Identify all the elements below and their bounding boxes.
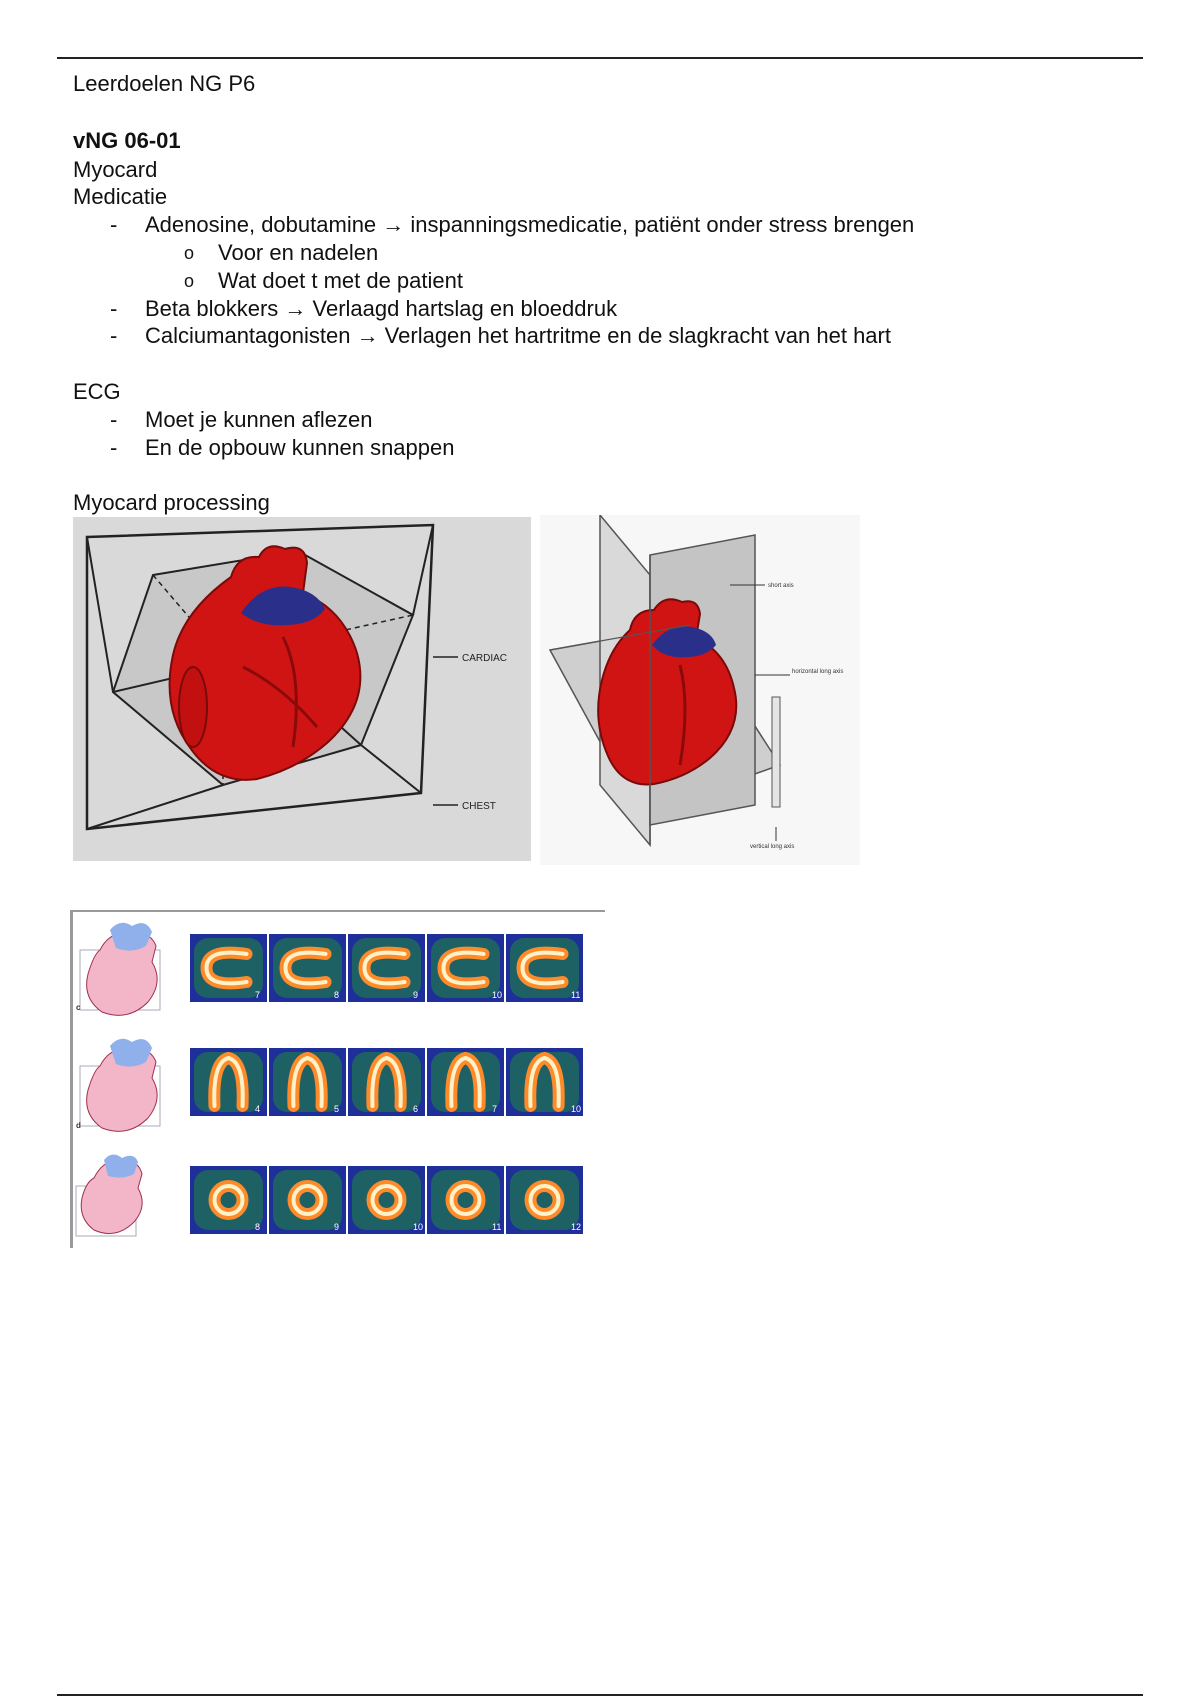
- scan-frame-number: 9: [334, 1222, 340, 1232]
- myocard-scan-figure: [70, 910, 605, 1248]
- label-horizontal-long-axis: horizontal long axis: [792, 669, 844, 675]
- scan-frame: [348, 1166, 425, 1234]
- label-vertical-long-axis: vertical long axis: [750, 844, 795, 850]
- list-dash: -: [110, 212, 118, 237]
- scan-frame: [190, 1166, 267, 1234]
- scan-frame-number: 8: [255, 1222, 261, 1232]
- scan-frame-number: 4: [255, 1104, 261, 1114]
- scan-frame-number: 8: [334, 990, 340, 1000]
- svg-text:c: c: [76, 1003, 81, 1012]
- heart-planes-figure: [540, 515, 860, 865]
- scan-frame: [506, 1166, 583, 1234]
- section-topic: Myocard: [73, 157, 158, 182]
- label-cardiac: CARDIAC: [462, 653, 508, 664]
- scan-frame: [427, 1048, 504, 1116]
- scan-frame-number: 11: [492, 1222, 502, 1232]
- sub-list-item: Voor en nadelen: [218, 240, 379, 265]
- processing-heading: Myocard processing: [73, 490, 270, 515]
- scan-frame: [427, 934, 504, 1002]
- label-chest: CHEST: [462, 801, 496, 812]
- scan-frame: [190, 934, 267, 1002]
- list-dash: -: [110, 323, 118, 348]
- scan-frame-number: 12: [571, 1222, 582, 1232]
- scan-frame: [269, 1166, 346, 1234]
- list-item: Moet je kunnen aflezen: [145, 407, 373, 432]
- list-item: Calciumantagonisten → Verlagen het hartritme en de slagkracht van het hart: [145, 323, 891, 348]
- scan-frame-number: 5: [334, 1104, 340, 1114]
- scan-frame: [269, 934, 346, 1002]
- document-title: Leerdoelen NG P6: [73, 71, 256, 96]
- list-item: Beta blokkers → Verlaagd hartslag en bloeddruk: [145, 296, 618, 321]
- scan-frame-number: 10: [492, 990, 503, 1000]
- list-dash: -: [110, 407, 118, 432]
- section-code: vNG 06-01: [73, 128, 181, 153]
- scan-frame: [348, 934, 425, 1002]
- sub-bullet: o: [184, 271, 195, 291]
- scan-frame: [427, 1166, 504, 1234]
- scan-frame-number: 9: [413, 990, 419, 1000]
- medication-heading: Medicatie: [73, 184, 168, 209]
- scan-frame: [348, 1048, 425, 1116]
- list-item: Adenosine, dobutamine → inspanningsmedicatie, patiënt onder stress brengen: [145, 212, 915, 237]
- scan-frame-number: 10: [571, 1104, 582, 1114]
- sub-bullet: o: [184, 243, 195, 263]
- top-rule: [57, 57, 1143, 59]
- scan-frame: [506, 1048, 583, 1116]
- scan-frame: [506, 934, 583, 1002]
- ecg-heading: ECG: [73, 379, 121, 404]
- bottom-rule: [57, 1694, 1143, 1696]
- heart-chest-cube-figure: [73, 517, 531, 861]
- svg-text:d: d: [76, 1121, 81, 1130]
- scan-frame-number: 11: [571, 990, 581, 1000]
- scan-frame-number: 10: [413, 1222, 424, 1232]
- scan-frames: [190, 934, 583, 1234]
- scan-frame: [190, 1048, 267, 1116]
- sub-list-item: Wat doet t met de patient: [218, 268, 463, 293]
- list-item: En de opbouw kunnen snappen: [145, 435, 455, 460]
- list-dash: -: [110, 296, 118, 321]
- scan-frame: [269, 1048, 346, 1116]
- list-dash: -: [110, 435, 118, 460]
- scan-frame-number: 7: [255, 990, 261, 1000]
- scan-frame-number: 6: [413, 1104, 419, 1114]
- scan-frame-number: 7: [492, 1104, 498, 1114]
- label-short-axis: short axis: [768, 583, 794, 589]
